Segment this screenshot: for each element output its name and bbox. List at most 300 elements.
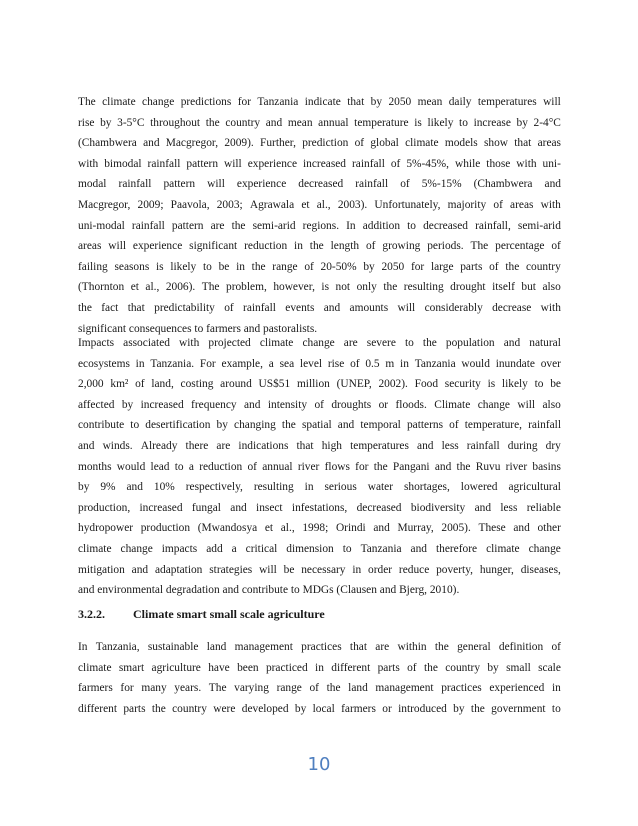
word: be: [218, 260, 230, 273]
word: indicate: [304, 96, 341, 108]
word: agriculture: [151, 661, 201, 674]
word: change: [302, 337, 335, 349]
word: with: [516, 157, 537, 170]
word: and: [410, 542, 427, 555]
word: likely: [501, 378, 528, 391]
text-line: [78, 436, 561, 457]
word: strategies: [209, 563, 253, 576]
word: 9%: [100, 481, 116, 494]
word: by: [294, 702, 307, 715]
word: in: [315, 661, 324, 674]
word: 20-50%: [320, 260, 357, 273]
word: 1998;: [302, 522, 329, 535]
word: land,: [151, 378, 174, 391]
word: and: [373, 522, 390, 535]
text-line: [78, 236, 561, 257]
word: or: [378, 398, 389, 411]
word: of: [489, 260, 499, 273]
word: et: [264, 522, 274, 535]
word: be: [550, 378, 561, 391]
word: Tanzania: [360, 542, 402, 555]
word: will: [224, 157, 242, 170]
word: affected: [78, 398, 115, 411]
word: experience: [236, 178, 287, 191]
word: global: [370, 137, 399, 150]
word: 2050: [381, 260, 405, 273]
word: intensity: [267, 398, 308, 411]
word: for: [410, 260, 425, 273]
word: considerably: [424, 301, 483, 314]
word: of: [224, 301, 234, 314]
word: in: [236, 260, 245, 273]
word: Pangani: [392, 460, 430, 473]
word: general: [457, 641, 491, 653]
word: farmers: [341, 702, 376, 715]
word: 2006).: [165, 281, 196, 294]
word: and: [265, 116, 283, 129]
word: and: [544, 178, 561, 191]
word: the: [309, 240, 324, 253]
word: spatial: [301, 419, 332, 432]
word: around: [220, 378, 252, 391]
word: country: [445, 661, 481, 674]
word: 5%-45%,: [406, 157, 450, 170]
word: km²: [110, 378, 129, 391]
word: will: [543, 96, 561, 108]
word: et: [301, 198, 310, 211]
word: by: [216, 419, 228, 432]
word: the: [434, 641, 449, 653]
word: severe: [366, 337, 396, 349]
word: change: [142, 96, 175, 108]
word: respectively,: [185, 481, 243, 494]
word: government: [491, 702, 546, 715]
text-line: [78, 92, 561, 113]
text-line: [78, 415, 561, 436]
word: and: [417, 439, 434, 452]
word: reduce: [398, 563, 430, 576]
word: to: [174, 460, 184, 473]
word: parts: [377, 661, 400, 674]
word: definition: [498, 641, 544, 653]
word: the: [326, 682, 341, 695]
word: example,: [221, 357, 263, 370]
word: rainfall: [147, 157, 181, 170]
word: failing: [78, 260, 108, 273]
word: the: [205, 116, 220, 129]
word: winds.: [102, 439, 133, 452]
word: necessary: [301, 563, 346, 576]
word: addition: [362, 219, 401, 232]
word: al.,: [316, 198, 331, 211]
word: to: [130, 419, 140, 432]
word: 2003).: [337, 198, 368, 211]
word: contribute: [78, 419, 125, 432]
word: decreased: [356, 501, 402, 514]
section-number: 3.2.2.: [78, 607, 105, 621]
word: in: [294, 240, 303, 253]
word: in: [400, 357, 409, 370]
word: rainfall: [118, 178, 152, 191]
paragraph-climate-smart-agriculture: [78, 637, 561, 719]
word: (Chambwera: [78, 137, 137, 150]
word: rise: [78, 116, 95, 129]
word: (Chambwera: [473, 178, 533, 191]
word: different: [78, 702, 118, 715]
word: Impacts: [78, 337, 115, 349]
word: decreased: [298, 178, 344, 191]
word: the: [78, 301, 92, 314]
word: to: [342, 542, 352, 555]
word: temperature: [354, 116, 409, 129]
word: land: [206, 641, 227, 653]
word: patterns: [406, 419, 444, 432]
word: temperatures: [350, 439, 409, 452]
word: country: [525, 260, 561, 273]
word: temporal: [360, 419, 401, 432]
word: and: [503, 337, 521, 349]
word: add: [206, 542, 223, 555]
text-line: [78, 477, 561, 498]
word: shortages,: [403, 481, 450, 494]
word: Ruvu: [475, 460, 501, 473]
word: hydropower: [78, 522, 134, 535]
word: practiced: [265, 661, 308, 674]
word: fact: [101, 301, 119, 314]
text-line: [78, 298, 561, 319]
word: that: [349, 641, 368, 653]
word: of: [314, 398, 324, 411]
word: by: [78, 481, 90, 494]
word: introduced: [398, 702, 447, 715]
word: of: [309, 682, 319, 695]
word: The: [78, 96, 96, 108]
word: climate: [259, 337, 294, 349]
word: will: [397, 301, 416, 314]
word: increase: [473, 116, 511, 129]
word: been: [237, 661, 259, 674]
text-line: [78, 678, 561, 699]
word: pattern: [186, 157, 219, 170]
word: population: [445, 337, 495, 349]
word: and: [78, 439, 95, 452]
word: decrease: [492, 301, 532, 314]
word: production: [140, 522, 191, 535]
word: resulting: [253, 481, 294, 494]
word: high: [321, 439, 342, 452]
word: developed: [241, 702, 289, 715]
word: that: [127, 301, 145, 314]
word: adaptation: [154, 563, 203, 576]
word: change: [528, 542, 561, 555]
word: of: [365, 240, 376, 253]
word: projected: [208, 337, 251, 349]
word: in: [135, 357, 145, 370]
text-line: [78, 257, 561, 278]
word: percentage: [495, 240, 545, 253]
word: other: [537, 522, 561, 535]
word: sustainable: [147, 641, 199, 653]
word: of: [551, 641, 561, 653]
word: throughout: [150, 116, 201, 129]
word: to: [551, 702, 561, 715]
word: Already: [140, 439, 178, 452]
word: order: [368, 563, 393, 576]
word: significant: [189, 240, 238, 253]
text-line-content: and environmental degradation and contribute to MDGs (Clausen and Bjerg, 2010).: [78, 584, 460, 597]
word: and: [243, 398, 261, 411]
word: would: [116, 460, 146, 473]
word: many: [141, 682, 167, 695]
word: Orindi: [335, 522, 366, 535]
word: with: [179, 337, 200, 349]
word: For: [199, 357, 216, 370]
word: Unfortunately,: [374, 198, 441, 211]
word: modal: [78, 178, 107, 191]
word: changing: [234, 419, 276, 432]
word: insect: [256, 501, 283, 514]
word: there: [185, 439, 209, 452]
word: that: [514, 137, 532, 150]
word: 2009;: [137, 198, 164, 211]
word: areas: [510, 198, 534, 211]
word: basins: [532, 460, 561, 473]
word: but: [521, 281, 536, 294]
word: daily: [448, 96, 472, 108]
word: months: [78, 460, 112, 473]
word: Food: [414, 378, 439, 391]
word: serious: [324, 481, 357, 494]
word: In: [78, 641, 88, 653]
word: 3-5°C: [117, 116, 145, 129]
word: US$51: [258, 378, 291, 391]
word: uni-: [542, 157, 561, 170]
word: impacts: [161, 542, 198, 555]
word: by: [363, 260, 375, 273]
word: The: [470, 240, 489, 253]
word: resulting: [403, 281, 444, 294]
word: production,: [78, 501, 131, 514]
word: of: [135, 378, 145, 391]
word: 2002).: [378, 378, 408, 391]
word: country: [172, 702, 207, 715]
word: 2050: [388, 96, 412, 108]
word: the: [383, 281, 398, 294]
word: fungal: [191, 501, 221, 514]
word: et: [130, 281, 139, 294]
word: the: [281, 419, 296, 432]
word: change: [477, 398, 510, 411]
word: frequency: [191, 398, 237, 411]
word: areas: [78, 240, 102, 253]
word: al.,: [145, 281, 160, 294]
word: The: [208, 682, 227, 695]
text-line: [78, 518, 561, 539]
word: of: [407, 661, 417, 674]
word: climate: [405, 137, 439, 150]
word: In: [346, 219, 356, 232]
word: will: [259, 563, 277, 576]
text-line: [78, 637, 561, 658]
word: in: [552, 682, 561, 695]
word: and: [126, 481, 143, 494]
word: and: [323, 301, 341, 314]
word: inundate: [495, 357, 535, 370]
word: is: [321, 281, 330, 294]
word: (Mwandosya: [197, 522, 258, 535]
word: Macgregor,: [78, 198, 131, 211]
word: while: [455, 157, 481, 170]
text-line: [78, 133, 561, 154]
text-line: [78, 457, 561, 478]
word: climate: [486, 542, 520, 555]
word: of: [400, 178, 410, 191]
word: to: [407, 219, 416, 232]
word: to: [459, 116, 468, 129]
word: 2003;: [216, 198, 243, 211]
word: is: [414, 116, 422, 129]
word: lowered: [460, 481, 498, 494]
word: river: [505, 460, 528, 473]
word: poverty,: [436, 563, 473, 576]
word: are: [375, 641, 390, 653]
word: mean: [417, 96, 443, 108]
word: predictions: [180, 96, 232, 108]
word: within: [397, 641, 427, 653]
word: of: [304, 260, 314, 273]
word: is: [487, 378, 496, 391]
text-line: [78, 333, 561, 354]
word: increased: [139, 501, 183, 514]
word: temperature,: [464, 419, 522, 432]
word: likely: [170, 260, 197, 273]
word: These: [478, 522, 506, 535]
word: prediction: [302, 137, 349, 150]
word: be: [283, 563, 295, 576]
word: ecosystems: [78, 357, 130, 370]
word: climate: [102, 96, 136, 108]
word: rainfall,: [475, 219, 511, 232]
word: of: [493, 198, 503, 211]
word: the: [505, 260, 520, 273]
text-line: [78, 354, 561, 375]
page-number: 10: [307, 754, 331, 775]
word: by: [516, 116, 528, 129]
word: critical: [245, 542, 278, 555]
word: are: [343, 337, 358, 349]
word: by: [121, 398, 134, 411]
word: with: [540, 198, 561, 211]
word: The: [201, 281, 220, 294]
text-line: [78, 539, 561, 560]
word: agricultural: [508, 481, 561, 494]
word: annual: [318, 116, 349, 129]
word: 2-4°C: [533, 116, 561, 129]
word: experienced: [489, 682, 545, 695]
word: dry: [545, 439, 561, 452]
word: Further,: [260, 137, 296, 150]
text-line: [78, 277, 561, 298]
word: Macgregor,: [165, 137, 219, 150]
text-line: [78, 658, 561, 679]
word: al.,: [280, 522, 295, 535]
word: in: [304, 481, 314, 494]
word: infestations,: [291, 501, 348, 514]
word: 5%-15%: [421, 178, 462, 191]
word: local: [312, 702, 335, 715]
word: droughts: [331, 398, 372, 411]
text-line: [78, 195, 561, 216]
word: lead: [150, 460, 170, 473]
word: parts: [460, 260, 483, 273]
word: with: [78, 157, 99, 170]
word: natural: [529, 337, 561, 349]
word: smart: [118, 661, 145, 674]
text-line: [78, 154, 561, 175]
word: the: [470, 702, 485, 715]
word: security: [444, 378, 481, 391]
word: rainfall: [131, 219, 165, 232]
text-line: [78, 374, 561, 395]
word: rainfall: [351, 157, 385, 170]
word: for: [237, 96, 251, 108]
word: rainfall: [243, 301, 276, 314]
word: bimodal: [104, 157, 142, 170]
word: a: [231, 542, 237, 555]
word: not: [335, 281, 351, 294]
word: a: [188, 460, 194, 473]
word: the: [151, 702, 166, 715]
word: only: [356, 281, 377, 294]
word: different: [331, 661, 371, 674]
word: biodiversity: [410, 501, 466, 514]
word: by: [453, 702, 465, 715]
word: also: [542, 281, 561, 294]
word: however,: [273, 281, 315, 294]
word: that: [347, 96, 365, 108]
word: scale: [538, 661, 561, 674]
word: also: [542, 398, 561, 411]
word: show: [483, 137, 509, 150]
word: models: [444, 137, 478, 150]
word: the: [422, 337, 437, 349]
word: sea: [279, 357, 295, 370]
word: reduction: [244, 240, 288, 253]
word: Murray,: [397, 522, 434, 535]
word: 2,000: [78, 378, 104, 391]
word: Tanzania: [414, 357, 456, 370]
word: and: [131, 563, 149, 576]
word: the: [423, 661, 438, 674]
text-line: [78, 498, 561, 519]
word: with: [540, 301, 561, 314]
word: during: [507, 439, 538, 452]
word: years.: [174, 682, 202, 695]
word: rainfall: [355, 178, 389, 191]
word: increased: [140, 398, 184, 411]
word: seasons: [114, 260, 150, 273]
word: of: [551, 240, 561, 253]
word: and: [474, 501, 492, 514]
section-heading: [78, 607, 325, 622]
word: the: [373, 460, 388, 473]
word: hunger,: [479, 563, 514, 576]
word: less: [500, 501, 518, 514]
word: range: [276, 682, 302, 695]
word: drought: [450, 281, 486, 294]
word: 2009).: [224, 137, 254, 150]
word: practices: [441, 682, 482, 695]
